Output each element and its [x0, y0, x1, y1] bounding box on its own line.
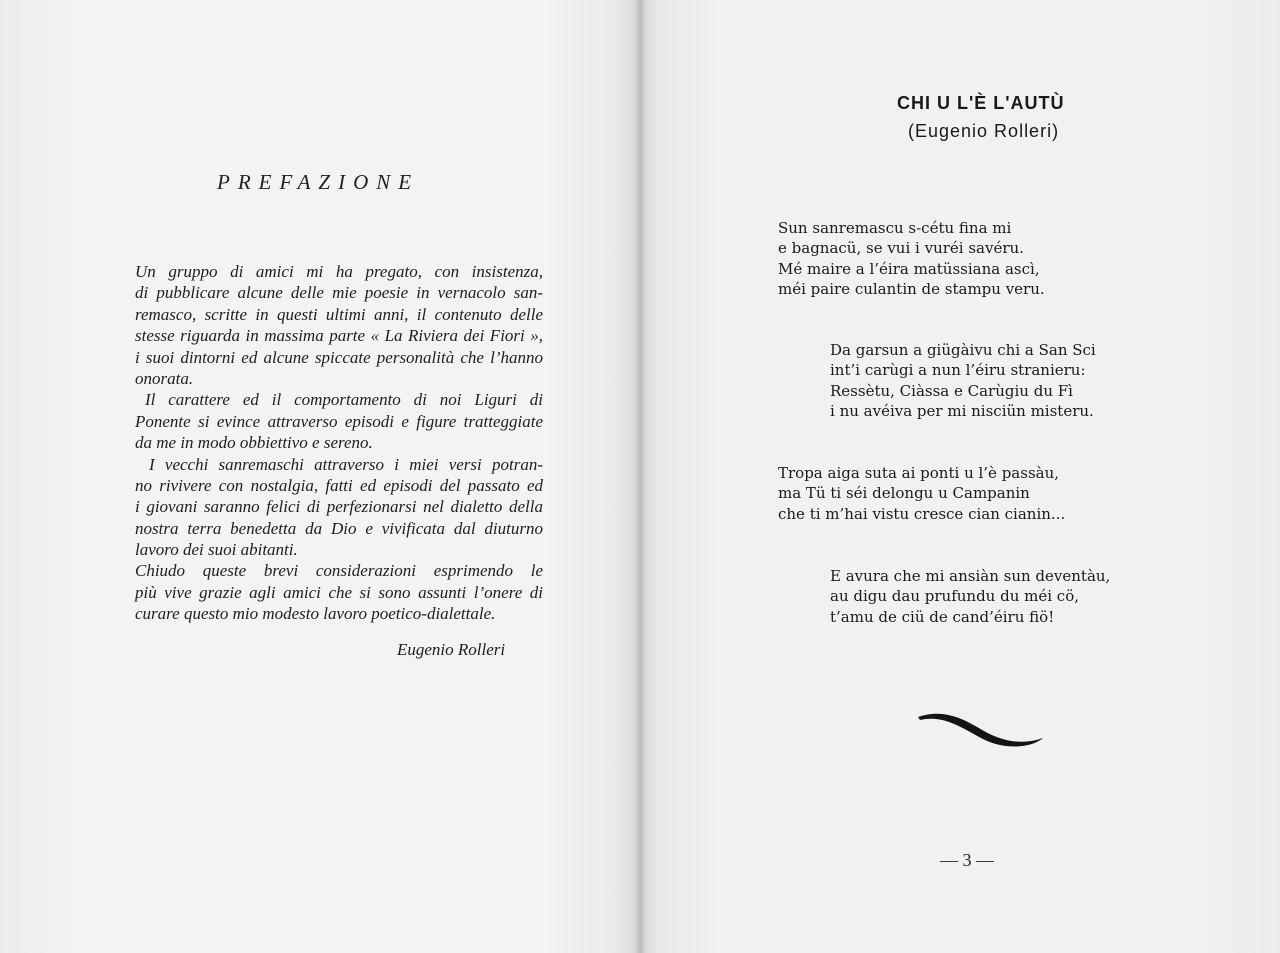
poem-line: Sun sanremascu s-cétu fina mi	[778, 219, 1012, 237]
preface-line: I vecchi sanremaschi attraverso i miei versi potran-	[149, 454, 543, 474]
preface-signature: Eugenio Rolleri	[397, 640, 506, 659]
poem-line: Mé maire a l’éira matüssiana ascì,	[778, 259, 1040, 278]
preface-line: Chiudo queste brevi considerazioni esprimendo le	[135, 561, 543, 581]
preface-line: Un gruppo di amici mi ha pregato, con insistenza,	[135, 262, 543, 281]
book-gutter	[634, 0, 646, 953]
preface-body	[135, 261, 543, 625]
poem-line: ma Tü ti séi delongu u Campanin	[778, 484, 1030, 503]
preface-line: no rivivere con nostalgia, fatti ed episodi del passato ed	[135, 475, 543, 495]
preface-line: i suoi dintorni ed alcune spiccate personalità che l’hanno	[135, 347, 543, 367]
preface-line: remasco, scritte in questi ultimi anni, il contenuto delle	[135, 304, 543, 324]
preface-line: i giovani saranno felici di perfezionarsi nel dialetto della	[135, 497, 543, 517]
preface-line: più vive grazie agli amici che si sono assunti l’onere di	[135, 582, 543, 602]
preface-line: onorata.	[135, 368, 194, 388]
preface-line: Ponente si evince attraverso episodi e figure tratteggiate	[135, 411, 543, 431]
poem-line: E avura che mi ansiàn sun deventàu,	[830, 567, 1111, 585]
poem-line: méi paire culantin de stampu veru.	[778, 280, 1045, 299]
poem-line: Da garsun a giügàivu chi a San Sci	[830, 341, 1096, 359]
poem-author: (Eugenio Rolleri)	[908, 121, 1060, 141]
poem-line: int’i carùgi a nun l’éiru stranieru:	[830, 361, 1086, 380]
page-number: — 3 —	[940, 850, 994, 870]
poem-line: che ti m’hai vistu cresce cian cianin...	[778, 504, 1066, 523]
preface-line: lavoro dei suoi abitanti.	[135, 540, 298, 560]
poem-title: CHI U L'È L'AUTÙ	[897, 93, 1065, 113]
preface-line: Il carattere ed il comportamento di noi Liguri di	[145, 390, 543, 410]
preface-line: da me in modo obbiettivo e sereno.	[135, 433, 373, 453]
poem-stanza	[778, 218, 1045, 300]
preface-line: nostra terra benedetta da Dio e vivificata dal diuturno	[135, 518, 543, 538]
poem-line: e bagnacü, se vui i vuréi savéru.	[778, 239, 1024, 258]
poem-stanza	[830, 566, 1110, 627]
preface-line: curare questo mio modesto lavoro poetico-dialettale.	[135, 604, 496, 624]
preface-line: stesse riguarda in massima parte « La Riviera dei Fiori »,	[135, 326, 543, 346]
poem-line: Tropa aiga suta ai ponti u l’è passàu,	[778, 464, 1060, 482]
poem-stanza	[778, 463, 1065, 524]
poem-line: au digu dau prufundu du méi cö,	[830, 587, 1080, 606]
poem-line: t’amu de ciü de cand’éiru fiö!	[830, 607, 1055, 626]
poem-stanza	[830, 340, 1096, 422]
preface-heading: PREFAZIONE	[217, 170, 420, 194]
poem-line: Ressètu, Ciàssa e Carùgiu du Fì	[830, 381, 1073, 400]
poem-line: i nu avéiva per mi nisciün misteru.	[830, 402, 1094, 421]
preface-line: di pubblicare alcune delle mie poesie in vernacolo san-	[135, 283, 543, 303]
